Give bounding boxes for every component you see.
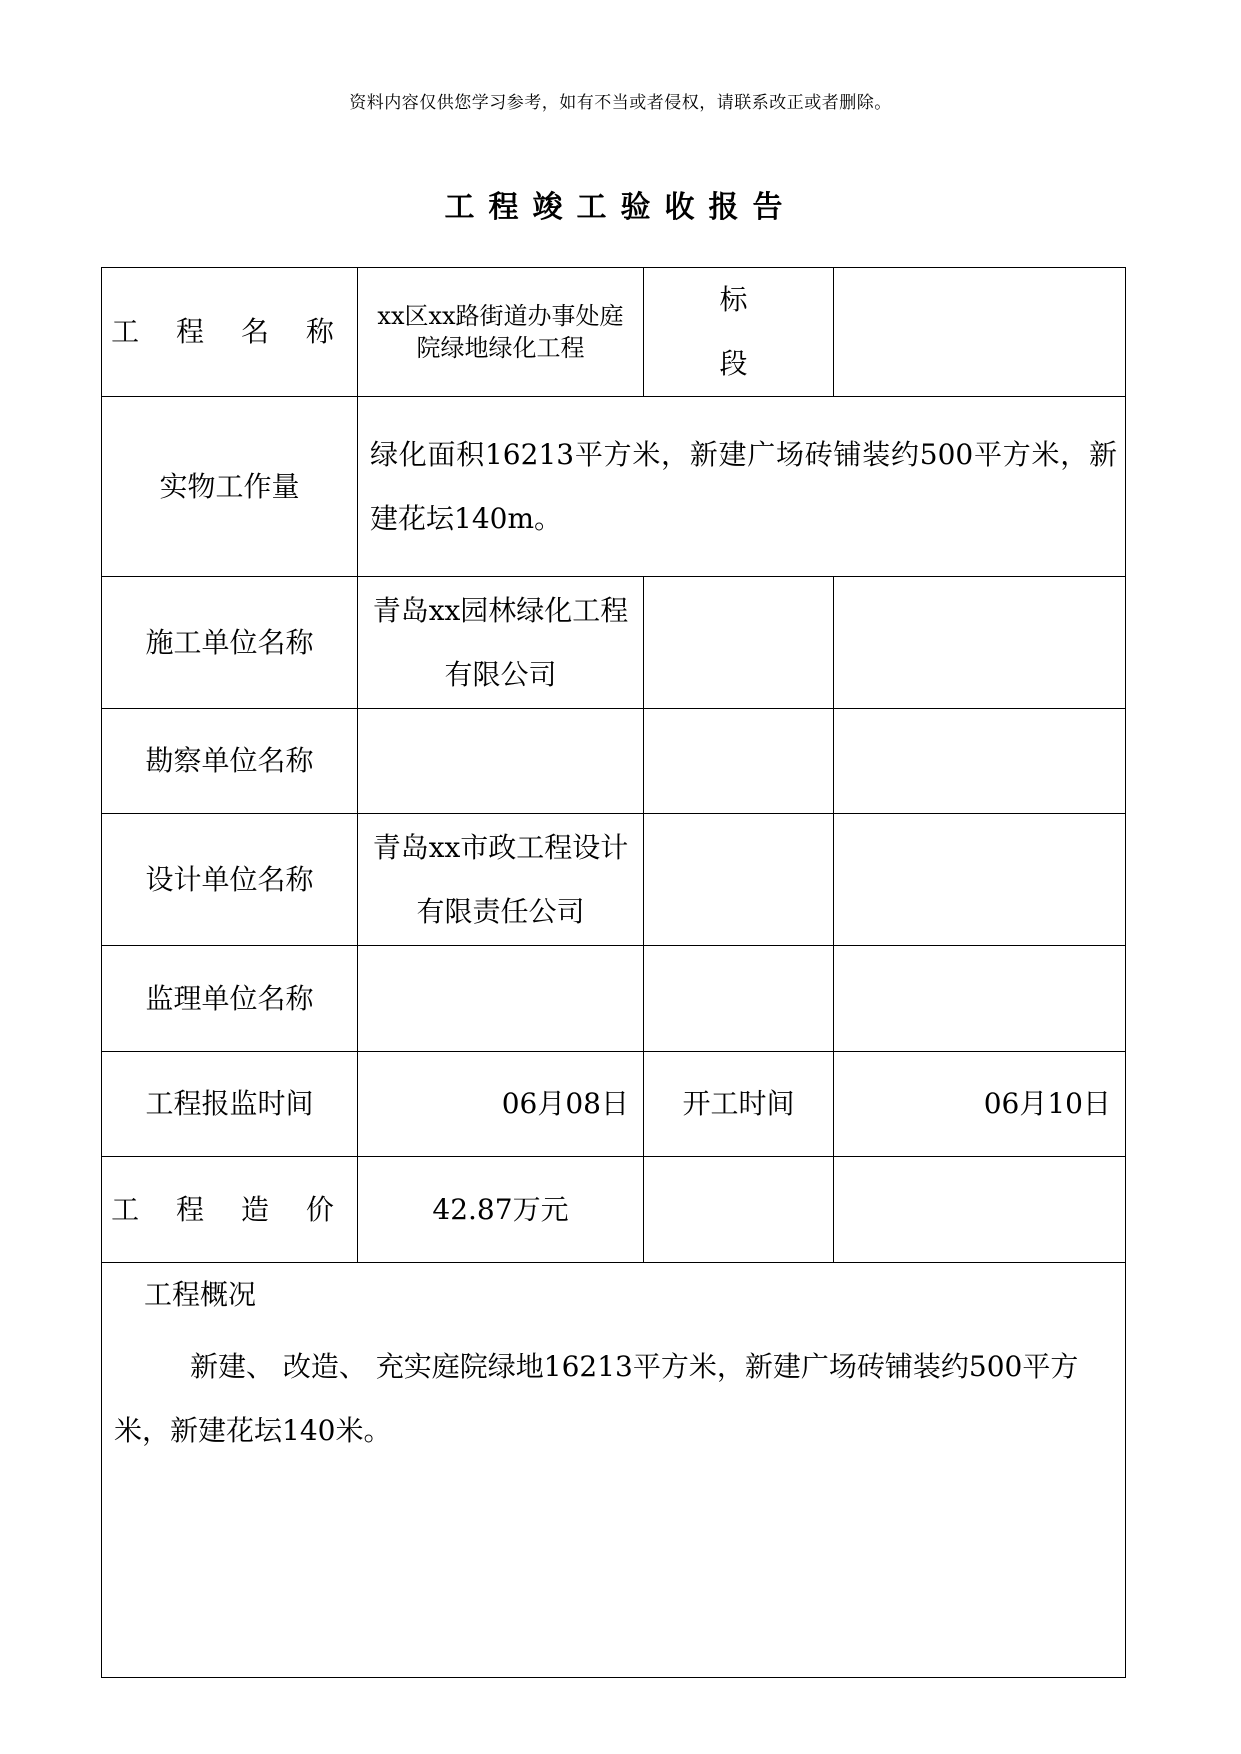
overview-text: 新建、 改造、 充实庭院绿地16213平方米，新建广场砖铺装约500平方米，新建花坛140米。 (114, 1350, 1079, 1447)
overview-cell (102, 1263, 1126, 1678)
survey-unit-extra-2 (834, 709, 1126, 814)
row-survey-unit (102, 709, 1126, 814)
cost-extra-1 (644, 1157, 834, 1263)
row-cost (102, 1157, 1126, 1263)
report-time-value: 06月08日 (358, 1052, 644, 1157)
design-unit-label: 设计单位名称 (102, 814, 358, 946)
supervision-unit-extra-1 (644, 946, 834, 1052)
supervision-unit-label: 监理单位名称 (102, 946, 358, 1052)
construction-unit-label: 施工单位名称 (102, 577, 358, 709)
project-name-value: xx区xx路街道办事处庭院绿地绿化工程 (358, 268, 644, 397)
cost-value: 42.87万元 (358, 1157, 644, 1263)
start-time-label: 开工时间 (644, 1052, 834, 1157)
survey-unit-extra-1 (644, 709, 834, 814)
row-project-name (102, 268, 1126, 397)
supervision-unit-extra-2 (834, 946, 1126, 1052)
section-value (834, 268, 1126, 397)
construction-unit-extra-2 (834, 577, 1126, 709)
supervision-unit-value (358, 946, 644, 1052)
overview-title: 工程概况 (144, 1278, 257, 1311)
start-time-value: 06月10日 (834, 1052, 1126, 1157)
row-supervision-unit (102, 946, 1126, 1052)
disclaimer-header: 资料内容仅供您学习参考，如有不当或者侵权，请联系改正或者删除。 (349, 93, 892, 113)
cost-extra-2 (834, 1157, 1126, 1263)
workload-label: 实物工作量 (102, 397, 358, 577)
design-unit-extra-2 (834, 814, 1126, 946)
project-name-label: 工 程 名 称 (102, 268, 358, 397)
row-overview (102, 1263, 1126, 1678)
survey-unit-label: 勘察单位名称 (102, 709, 358, 814)
design-unit-value: 青岛xx市政工程设计有限责任公司 (358, 814, 644, 946)
row-report-time (102, 1052, 1126, 1157)
survey-unit-value (358, 709, 644, 814)
acceptance-report-table (101, 267, 1126, 1678)
construction-unit-value: 青岛xx园林绿化工程有限公司 (358, 577, 644, 709)
design-unit-extra-1 (644, 814, 834, 946)
report-time-label: 工程报监时间 (102, 1052, 358, 1157)
row-design-unit (102, 814, 1126, 946)
workload-value: 绿化面积16213平方米，新建广场砖铺装约500平方米，新建花坛140m。 (358, 397, 1126, 577)
row-construction-unit (102, 577, 1126, 709)
row-workload (102, 397, 1126, 577)
section-label: 标 段 (644, 268, 834, 397)
cost-label: 工 程 造 价 (102, 1157, 358, 1263)
construction-unit-extra-1 (644, 577, 834, 709)
document-title: 工程竣工验收报告 (444, 190, 797, 225)
